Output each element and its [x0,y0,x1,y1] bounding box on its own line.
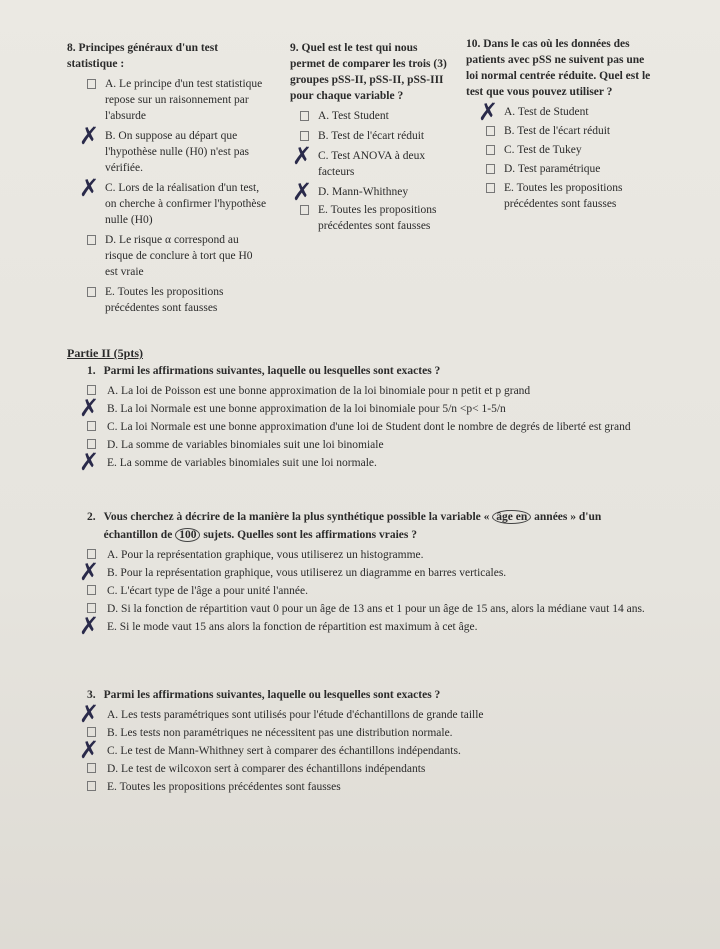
option-b[interactable]: ✗ B. La loi Normale est une bonne approximation de la loi binomiale pour 5/n <p< 1-5/n [79,394,506,422]
option-e[interactable]: E. Toutes les propositions précédentes sont fausses [87,284,267,316]
option-e[interactable]: E. Toutes les propositions précédentes sont fausses [87,778,647,796]
option-e[interactable]: ✗ E. Si le mode vaut 15 ans alors la fonction de répartition est maximum à cet âge. [79,612,478,640]
option-c[interactable]: C. La loi Normale est une bonne approximation d'une loi de Student dont le nombre de degrés de liberté est grand [87,418,647,436]
question-10 [466,36,656,212]
checkbox[interactable] [486,126,495,136]
checkbox[interactable] [87,781,96,791]
cross-mark-icon: ✗ [478,98,499,126]
question-8 [67,40,267,316]
question-text: Quel est le test qui nous permet de comparer les trois (3) groupes pSS-II, pSS-II, pSS-III pour chaque variable ? [290,42,447,102]
option-d[interactable]: D. Si la fonction de répartition vaut 0 pour un âge de 13 ans et 1 pour un âge de 15 ans, alors la médiane vaut 14 ans. [87,600,647,618]
option-c[interactable]: ✗ C. Lors de la réalisation d'un test, on cherche à confirmer l'hypothèse nulle (H0) [79,174,267,226]
cross-mark-icon: ✗ [79,700,100,728]
question-9 [290,40,455,234]
checkbox[interactable] [87,585,96,595]
cross-mark-icon: ✗ [79,174,100,202]
question-number: 9. [290,42,299,54]
part2-question-1 [79,362,647,476]
question-number: 1. [87,365,96,377]
cross-mark-icon: ✗ [79,612,100,640]
cross-mark-icon: ✗ [79,394,100,422]
option-a[interactable]: A. Pour la représentation graphique, vous utiliserez un histogramme. [87,546,647,564]
cross-mark-icon: ✗ [79,448,100,476]
option-b[interactable]: B. Test de l'écart réduit [300,128,455,144]
option-c[interactable]: C. L'écart type de l'âge a pour unité l'année. [87,582,647,600]
option-a[interactable]: A. Test Student [300,108,455,124]
option-d[interactable]: D. Le test de wilcoxon sert à comparer des échantillons indépendants [87,760,647,778]
option-c[interactable]: C. Test de Tukey [486,142,656,158]
section-title: Partie II (5pts) [67,346,143,360]
option-c[interactable]: ✗ C. Le test de Mann-Whithney sert à comparer des échantillons indépendants. [79,736,461,764]
checkbox[interactable] [486,145,495,155]
part2-question-3 [79,686,647,796]
cross-mark-icon: ✗ [292,178,313,206]
checkbox[interactable] [486,164,495,174]
option-d[interactable]: D. Test paramétrique [486,161,656,177]
option-a[interactable]: ✗ A. Test de Student [478,98,589,126]
option-e[interactable]: E. Toutes les propositions précédentes sont fausses [486,180,656,212]
question-text: Vous cherchez à décrire de la manière la plus synthétique possible la variable « âge en années » d'un échantillon de 100 sujets. Quelles sont les affirmations vraies ? [103,511,602,541]
question-text: Parmi les affirmations suivantes, laquelle ou lesquelles sont exactes ? [103,365,441,377]
question-text: Dans le cas où les données des patients avec pSS ne suivent pas une loi normal centrée réduite. Quel est le test que vous pouvez utiliser ? [466,38,651,98]
part2-question-2 [79,508,647,640]
option-b[interactable]: B. Test de l'écart réduit [486,123,656,139]
option-a[interactable]: A. La loi de Poisson est une bonne approximation de la loi binomiale pour n petit et p grand [87,382,647,400]
option-c[interactable]: ✗ C. Test ANOVA à deux facteurs [292,142,426,178]
question-9-title [290,40,455,104]
checkbox[interactable] [486,183,495,193]
checkbox[interactable] [87,763,96,773]
question-title [87,686,647,704]
option-a[interactable]: ✗ A. Les tests paramétriques sont utilisés pour l'étude d'échantillons de grande taille [79,700,484,728]
checkbox[interactable] [300,111,309,121]
option-e[interactable]: ✗ E. La somme de variables binomiales suit une loi normale. [79,448,377,476]
option-e[interactable]: E. Toutes les propositions précédentes sont fausses [300,202,455,234]
checkbox[interactable] [87,235,96,245]
cross-mark-icon: ✗ [79,558,100,586]
circled-number: 100 [175,528,200,542]
option-b[interactable]: ✗ B. Pour la représentation graphique, vous utiliserez un diagramme en barres verticales. [79,558,507,586]
question-title [87,362,647,380]
question-10-title [466,36,656,100]
checkbox[interactable] [300,205,309,215]
option-d[interactable]: ✗ D. Mann-Whithney [292,178,409,206]
question-number: 10. [466,38,481,50]
question-text: Parmi les affirmations suivantes, laquelle ou lesquelles sont exactes ? [103,689,441,701]
question-number: 8. [67,42,76,54]
option-a[interactable]: A. Le principe d'un test statistique repose sur un raisonnement par l'absurde [87,76,267,124]
checkbox[interactable] [87,287,96,297]
question-8-title [67,40,267,72]
checkbox[interactable] [87,79,96,89]
option-b[interactable]: ✗ B. On suppose au départ que l'hypothèse nulle (H0) n'est pas vérifiée. [79,122,250,174]
option-b[interactable]: B. Les tests non paramétriques ne nécessitent pas une distribution normale. [87,724,647,742]
checkbox[interactable] [300,131,309,141]
circled-word: âge en [492,510,531,524]
cross-mark-icon: ✗ [79,122,100,150]
cross-mark-icon: ✗ [292,142,313,170]
cross-mark-icon: ✗ [79,736,100,764]
question-number: 2. [87,511,96,523]
question-text: Principes généraux d'un test statistique : [67,42,219,70]
option-d[interactable]: D. Le risque α correspond au risque de conclure à tort que H0 est vraie [87,232,267,280]
question-title [87,508,647,544]
option-d[interactable]: D. La somme de variables binomiales suit une loi binomiale [87,436,647,454]
question-number: 3. [87,689,96,701]
checkbox[interactable] [87,421,96,431]
